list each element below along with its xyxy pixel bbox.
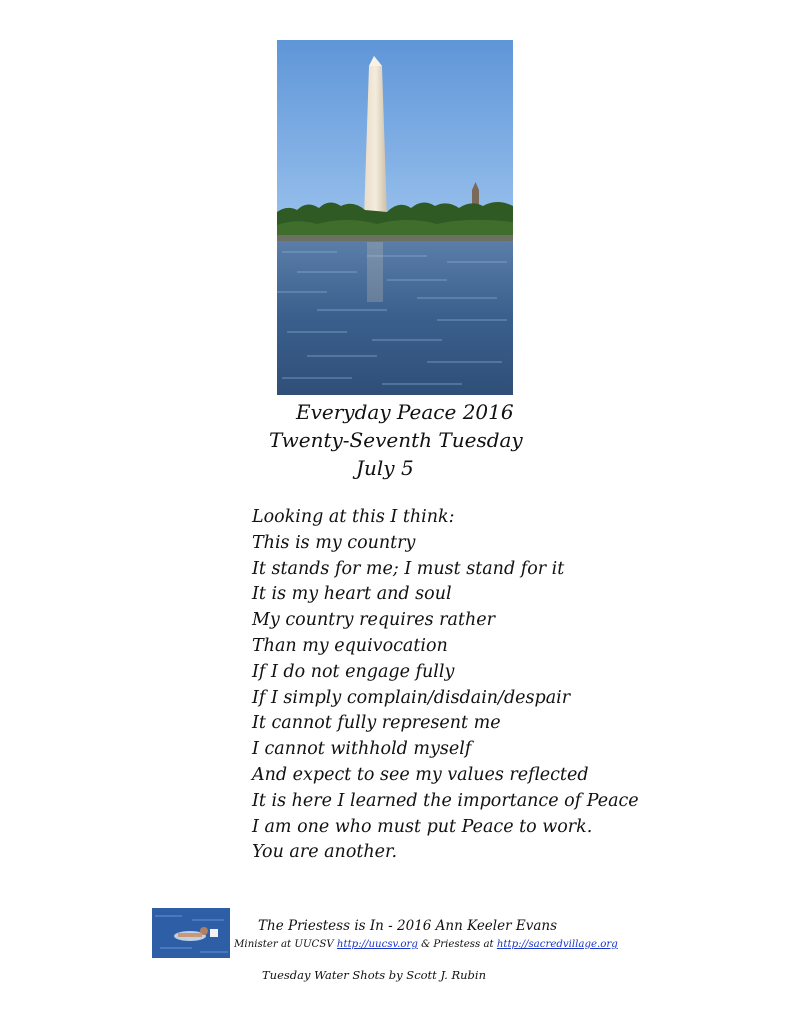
poem-line: It cannot fully represent me — [252, 713, 501, 734]
poem-line: And expect to see my values reflected — [252, 764, 589, 785]
poem-line: I cannot withhold myself — [252, 739, 472, 760]
poem-line: This is my country — [252, 532, 416, 553]
priestess-prefix: & Priestess at — [417, 939, 497, 950]
credit-line: The Priestess is In - 2016 Ann Keeler Evans — [258, 918, 558, 934]
page-date: July 5 — [356, 456, 414, 480]
water-shots-credit: Tuesday Water Shots by Scott J. Rubin — [262, 968, 486, 982]
poem-line: Than my equivocation — [252, 635, 448, 656]
minister-prefix: Minister at UUCSV — [234, 939, 337, 950]
poem-line: My country requires rather — [252, 610, 495, 631]
washington-monument-photo — [277, 40, 513, 395]
poem-line: Looking at this I think: — [252, 507, 455, 527]
minister-line — [234, 939, 618, 950]
sacredvillage-link[interactable]: http://sacredvillage.org — [496, 939, 618, 950]
swimmer-photo — [152, 908, 230, 958]
poem-line: It stands for me; I must stand for it — [252, 558, 565, 579]
page-subtitle: Twenty-Seventh Tuesday — [269, 428, 523, 452]
poem-line: If I do not engage fully — [252, 661, 455, 682]
poem-line: It is here I learned the importance of Peace — [252, 790, 639, 811]
poem-line: If I simply complain/disdain/despair — [252, 687, 571, 708]
poem-line: It is my heart and soul — [252, 584, 452, 605]
poem-line: I am one who must put Peace to work. — [252, 816, 593, 837]
poem — [252, 505, 672, 866]
page-title: Everyday Peace 2016 — [296, 400, 514, 424]
uucsv-link[interactable]: http://uucsv.org — [336, 939, 418, 950]
poem-line: You are another. — [252, 842, 398, 863]
